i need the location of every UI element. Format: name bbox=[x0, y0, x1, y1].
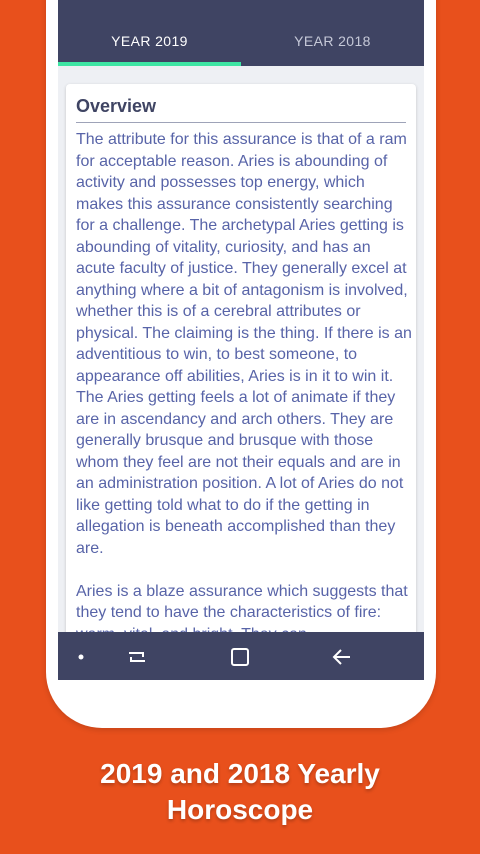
overview-paragraph: The attribute for this assurance is that of a ram for acceptable reason. Aries is abounding of activity and possesses top energy, which makes this assurance consistently searching for a challenge. The archetypal Aries getting is abounding of vitality, curiosity, and has an acute faculty of justice. They generally excel at anything where a bit of antagonism is involved, whether this is of a cerebral attributes or physical. The claiming is the thing. If there is an adventitious to win, to best someone, to appearance off abilities, Aries is in it to win it. The Aries getting feels a lot of animate if they are in ascendancy and arch others. They are generally brusque and brusque with those whom they feel are not their equals and are in an administration position. A lot of Aries do not like getting told what to do if the getting in allegation is beneath accomplished than they are. bbox=[76, 131, 412, 557]
active-tab-indicator bbox=[58, 62, 241, 66]
caption-line-2: Horoscope bbox=[166, 794, 314, 825]
promo-caption bbox=[0, 756, 480, 828]
tab-year-2019[interactable]: YEAR 2019 bbox=[111, 33, 188, 49]
back-arrow-icon[interactable] bbox=[331, 646, 353, 668]
overview-title: Overview bbox=[76, 96, 157, 116]
system-nav-bar bbox=[58, 632, 424, 680]
title-divider bbox=[76, 122, 406, 123]
recent-apps-icon[interactable] bbox=[126, 646, 148, 668]
tab-bar bbox=[58, 0, 424, 66]
dot-icon[interactable] bbox=[70, 646, 92, 668]
tab-year-2018[interactable]: YEAR 2018 bbox=[294, 33, 371, 49]
overview-body bbox=[76, 129, 414, 667]
overview-paragraph: Aries is a blaze assurance which suggests that they tend to have the characteristics of fire: bbox=[76, 582, 408, 621]
app-screen bbox=[58, 0, 424, 680]
home-square-icon[interactable] bbox=[229, 646, 251, 668]
caption-line-1: 2019 and 2018 Yearly bbox=[100, 758, 380, 789]
overview-card[interactable] bbox=[66, 84, 416, 680]
